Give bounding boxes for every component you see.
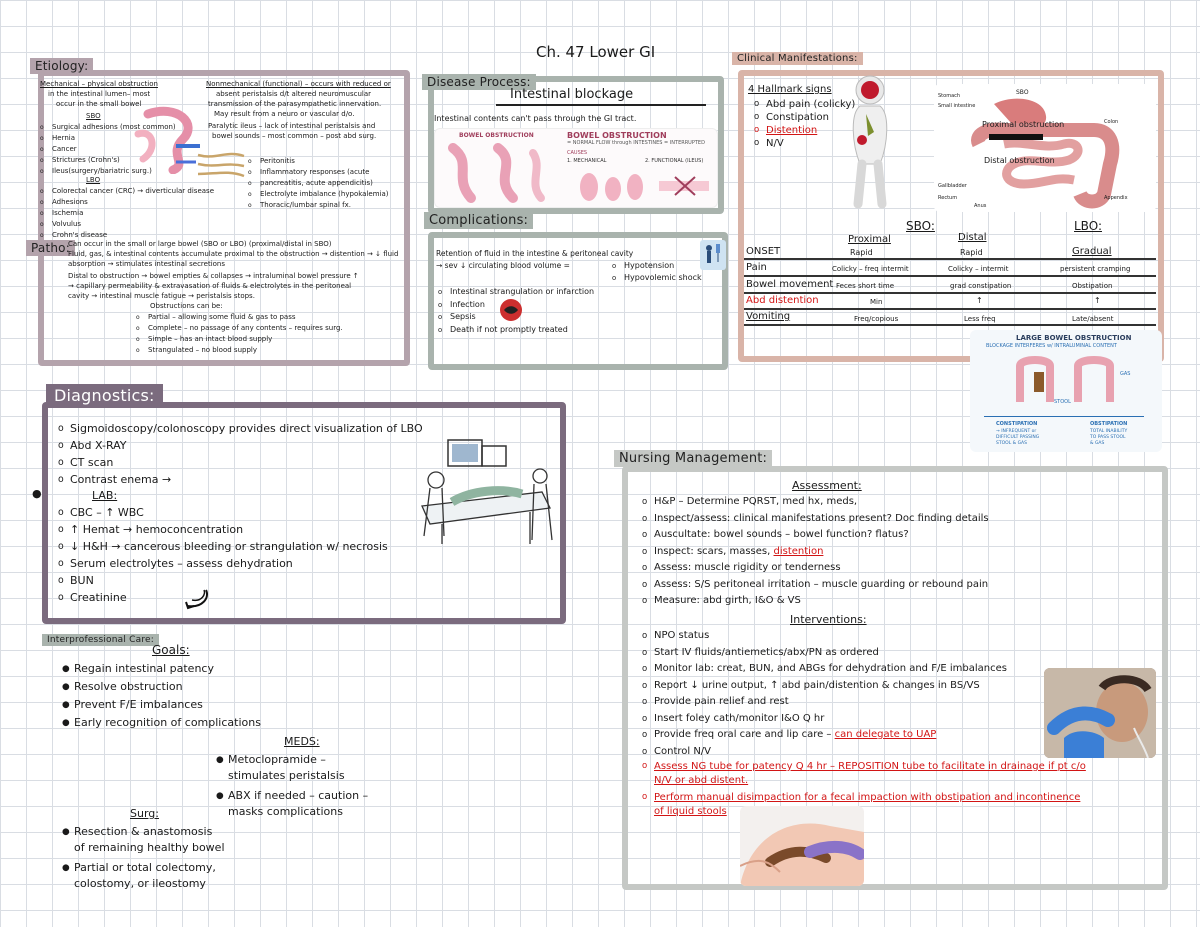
row-onset-label: ONSET [746, 246, 781, 257]
mechanical-title: Mechanical – physical obstruction [40, 80, 158, 88]
other-cause: o Thoracic/lumbar spinal fx. [248, 200, 388, 211]
bullet-dot: ● [32, 487, 42, 500]
red-line: N/V or abd distent. [654, 774, 749, 786]
med-line: masks complications [228, 805, 343, 818]
table-rule [744, 275, 1156, 277]
bowel-loops-drawing [443, 143, 553, 205]
img-mech: 1. MECHANICAL [567, 158, 607, 164]
lbo-img-right-line: & GAS [1090, 441, 1105, 446]
iv-icon [700, 240, 726, 270]
lbo-header: LBO: [1074, 219, 1102, 233]
table-rule [744, 258, 1156, 260]
nonmech-line-2: transmission of the parasympathetic innervation. [208, 100, 382, 108]
assessment-item [642, 544, 989, 561]
red-line: Perform manual disimpaction for a fecal impaction with obstipation and incontinence [654, 792, 1081, 803]
bowel-obstruction-image [434, 128, 718, 208]
goal-item: ● Prevent F/E imbalances [62, 696, 261, 714]
lbo-cause: o Crohn's disease [40, 230, 214, 241]
lab-test: o ↓ H&H → cancerous bleeding or strangulation w/ necrosis [58, 538, 388, 555]
etiology-label: Etiology: [30, 58, 93, 74]
mechanical-line-2: occur in the small bowel [56, 100, 142, 108]
assessment-item: o Measure: abd girth, I&O & VS [642, 593, 989, 610]
assessment-text: Inspect: scars, masses, [654, 545, 771, 557]
other-cause: o Inflammatory responses (acute [248, 167, 388, 178]
lbo-img-sub: BLOCKAGE INTERFERES w/ INTRALUMINAL CONTENT [986, 343, 1117, 349]
nonmech-line-3: May result from a neuro or vascular d/o. [214, 110, 355, 118]
disease-title: Intestinal blockage [510, 87, 634, 102]
lbo-img-left-line: STOOL & GAS [996, 441, 1027, 446]
row-distention-distal: ↑ [976, 296, 983, 305]
diagnostics-label: Diagnostics: [46, 384, 163, 407]
complications-line-1: Retention of fluid in the intestine & peritoneal cavity [436, 249, 634, 258]
interventions-list [642, 628, 1007, 760]
obstruction-type: o Strangulated – no blood supply [136, 345, 343, 356]
complications-label: Complications: [424, 212, 533, 229]
row-distention-label: Abd distention [746, 295, 819, 306]
lab-test: o Serum electrolytes – assess dehydration [58, 555, 388, 572]
diagram-label: Proximal obstruction [982, 120, 1065, 129]
paralytic-line-1: Paralytic ileus – lack of intestinal peristalsis and [208, 122, 376, 130]
img-left-title: BOWEL OBSTRUCTION [459, 132, 534, 139]
row-bm-label: Bowel movement [746, 279, 834, 290]
interprofessional-label: Interprofessional Care: [42, 634, 159, 646]
patho-line-5: → capillary permeability & extravasation of fluids & electrolytes in the peritoneal [68, 282, 352, 290]
lab-test: o ↑ Hemat → hemoconcentration [58, 521, 388, 538]
col-distal: Distal [958, 232, 987, 243]
surg-line: Resection & anastomosis [74, 825, 213, 838]
red-line: Assess NG tube for patency Q 4 hr – REPOSITION tube to facilitate in drainage if pt c/o [654, 761, 1086, 772]
diagram-label: Gallbladder [938, 183, 967, 189]
hallmark-sign: o N/V [754, 137, 855, 150]
intervention-item: o Provide pain relief and rest [642, 694, 1007, 711]
hallmark-sign: o Abd pain (colicky) [754, 98, 855, 111]
intervention-item: o NPO status [642, 628, 1007, 645]
complications-line-2: → sev ↓ circulating blood volume = [436, 261, 570, 270]
lab-test: o BUN [58, 572, 388, 589]
sbo-label: SBO [86, 112, 101, 120]
surg-list [62, 824, 225, 892]
mechanical-line-1: in the intestinal lumen– most [48, 90, 151, 98]
clinical-label: Clinical Manifestations: [732, 52, 863, 65]
shock-items [612, 260, 702, 284]
patho-line-4: Distal to obstruction → bowel empties & collapses → intraluminal bowel pressure ↑ [68, 272, 359, 280]
img-func: 2. FUNCTIONAL (ILEUS) [645, 158, 704, 164]
med-line: stimulates peristalsis [228, 769, 345, 782]
diagram-label: Distal obstruction [984, 156, 1055, 165]
assessment-item: o Auscultate: bowel sounds – bowel function? flatus? [642, 527, 989, 544]
nonmech-title: Nonmechanical (functional) – occurs with reduced or [206, 80, 391, 88]
diagram-label: SBO [1016, 89, 1029, 96]
diagram-label: Anus [974, 203, 987, 209]
other-cause: o Peritonitis [248, 156, 388, 167]
ng-tube-photo [1044, 668, 1156, 758]
diagnostic-test: o CT scan [58, 454, 423, 471]
other-cause: o pancreatitis, acute appendicitis) [248, 178, 388, 189]
intervention-item: o Insert foley cath/monitor I&O Q hr [642, 711, 1007, 728]
lbo-img-title: LARGE BOWEL OBSTRUCTION [1016, 334, 1132, 342]
lab-test: o CBC – ↑ WBC [58, 504, 388, 521]
intervention-item: o Monitor lab: creat, BUN, and ABGs for dehydration and F/E imbalances [642, 661, 1007, 678]
nursing-label: Nursing Management: [614, 450, 772, 467]
lab-test: o Creatinine [58, 589, 388, 606]
lbo-img-left-cap: CONSTIPATION [996, 421, 1038, 427]
table-rule [744, 324, 1156, 326]
lbo-cause: o Colorectal cancer (CRC) → diverticular disease [40, 186, 214, 197]
med-line: Metoclopramide – [228, 753, 326, 766]
disease-title-underline [496, 104, 706, 106]
row-pain-proximal: Colicky – freq intermit [832, 265, 909, 273]
obstruction-type: o Simple – has an intact blood supply [136, 334, 343, 345]
med-line: ABX if needed – caution – [228, 789, 369, 802]
diagram-label: Stomach [938, 93, 961, 99]
row-vomiting-proximal: Freq/copious [854, 315, 899, 323]
nonmech-line-1: absent peristalsis d/t altered neuromuscular [216, 90, 371, 98]
lab-tests [58, 504, 388, 606]
row-vomiting-distal: Less freq [964, 315, 996, 323]
sbo-cause: o Ileus(surgery/bariatric surg.) [40, 166, 176, 177]
meds-list [216, 752, 368, 820]
patho-label: Patho: [26, 240, 75, 256]
row-vomiting-lbo: Late/absent [1072, 315, 1114, 323]
patho-line-1: Can occur in the small or large bowel (SBO or LBO) (proximal/distal in SBO) [68, 240, 332, 248]
lbo-cause: o Adhesions [40, 197, 214, 208]
med-item [216, 788, 368, 820]
lbo-img-left-line: DIFFICULT PASSING [996, 435, 1040, 440]
row-bm-lbo: Obstipation [1072, 282, 1113, 290]
intervention-item: o Control N/V [642, 744, 1007, 761]
surg-label: Surg: [130, 807, 159, 820]
ng-tube-drawing [1044, 668, 1156, 758]
med-item [216, 752, 368, 784]
disimpaction-illustration [740, 806, 864, 886]
sbo-cause: o Cancer [40, 144, 176, 155]
red-intervention-item [642, 760, 1086, 787]
sbo-cause: o Strictures (Crohn's) [40, 155, 176, 166]
obstruction-types [136, 312, 343, 356]
diagnostic-tests [58, 420, 423, 488]
goal-item: ● Regain intestinal patency [62, 660, 261, 678]
other-cause: o Electrolyte imbalance (hypokalemia) [248, 189, 388, 200]
complication-item: o Sepsis [438, 311, 594, 324]
complication-item: o Infection [438, 299, 594, 312]
lbo-causes [40, 186, 214, 241]
distention-highlight: distention [773, 545, 824, 557]
diagnostic-test: o Contrast enema → [58, 471, 423, 488]
diagram-label: Small intestine [938, 103, 976, 109]
row-pain-label: Pain [746, 262, 767, 273]
surg-line: colostomy, or ileostomy [74, 877, 206, 890]
lbo-img-right-line: TOTAL INABILITY [1090, 429, 1128, 434]
shock-item: o Hypotension [612, 260, 702, 272]
digestive-diagram [934, 84, 1156, 212]
intervention-text: Provide freq oral care and lip care – [654, 729, 832, 740]
lbo-label: LBO [86, 176, 101, 184]
lbo-img-gas: GAS [1120, 371, 1131, 377]
interventions-label: Interventions: [790, 613, 867, 626]
diagram-label: Appendix [1104, 195, 1128, 201]
col-proximal: Proximal [848, 234, 891, 245]
goal-item: ● Resolve obstruction [62, 678, 261, 696]
intervention-item [642, 727, 1007, 744]
lbo-img-divider [984, 416, 1144, 417]
assessment-item: o Assess: muscle rigidity or tenderness [642, 560, 989, 577]
shock-item: o Hypovolemic shock [612, 272, 702, 284]
surg-item [62, 860, 225, 892]
diagnostic-test: o Abd X-RAY [58, 437, 423, 454]
row-pain-distal: Colicky – intermit [948, 265, 1009, 273]
row-distention-proximal: Min [870, 298, 883, 306]
img-right-sub: = NORMAL FLOW through INTESTINES = INTERRUPTED [567, 140, 705, 146]
meds-label: MEDS: [284, 735, 320, 748]
surg-item [62, 824, 225, 856]
lbo-cause: o Volvulus [40, 219, 214, 230]
lbo-img-right-cap: OBSTIPATION [1090, 421, 1128, 427]
intervention-item: o Start IV fluids/antiemetics/abx/PN as ordered [642, 645, 1007, 662]
assessment-item: o Inspect/assess: clinical manifestations present? Doc finding details [642, 511, 989, 528]
sbo-cause: o Hernia [40, 133, 176, 144]
complication-item: o Death if not promptly treated [438, 324, 594, 337]
row-onset-proximal: Rapid [850, 248, 873, 257]
surg-line: Partial or total colectomy, [74, 861, 216, 874]
lbo-img-right-line: TO PASS STOOL [1090, 435, 1126, 440]
page-title: Ch. 47 Lower GI [536, 43, 656, 61]
patho-line-6: cavity → intestinal muscle fatigue → peristalsis stops. [68, 292, 255, 300]
table-rule [744, 308, 1156, 310]
assessment-item: o Assess: S/S peritoneal irritation – muscle guarding or rebound pain [642, 577, 989, 594]
obstruction-type: o Partial – allowing some fluid & gas to pass [136, 312, 343, 323]
diagnostic-test: o Sigmoidoscopy/colonoscopy provides direct visualization of LBO [58, 420, 423, 437]
sick-figure-illustration [840, 74, 900, 212]
row-onset-distal: Rapid [960, 248, 983, 257]
red-line: of liquid stools [654, 805, 727, 817]
lab-label: LAB: [92, 489, 118, 502]
assessment-item: o H&P – Determine PQRST, med hx, meds, [642, 494, 989, 511]
patho-line-3: absorption → stimulates intestinal secretions [68, 260, 226, 268]
row-distention-lbo: ↑ [1094, 296, 1101, 305]
diagram-label: Rectum [938, 195, 958, 201]
complication-item: o Intestinal strangulation or infarction [438, 286, 594, 299]
img-right-title: BOWEL OBSTRUCTION [567, 131, 667, 140]
goals-list [62, 660, 261, 732]
nerve-illustration [176, 150, 246, 180]
lbo-cause: o Ischemia [40, 208, 214, 219]
other-causes [248, 156, 388, 211]
surg-line: of remaining healthy bowel [74, 841, 225, 854]
sbo-cause: o Surgical adhesions (most common) [40, 122, 176, 133]
lbo-img-stool: STOOL [1054, 399, 1071, 405]
hallmark-sign: o Distention [754, 124, 855, 137]
colonoscopy-illustration [412, 436, 560, 548]
disimpaction-drawing [740, 806, 864, 886]
table-rule [744, 292, 1156, 294]
intervention-item: o Report ↓ urine output, ↑ abd pain/distention & changes in BS/VS [642, 678, 1007, 695]
row-vomiting-label: Vomiting [746, 311, 791, 322]
paralytic-line-2: bowel sounds – most common – post abd surg. [212, 132, 377, 140]
hallmark-title: 4 Hallmark signs [748, 84, 832, 95]
goal-item: ● Early recognition of complications [62, 714, 261, 732]
curved-arrow-icon [184, 586, 214, 612]
infection-icon [498, 296, 524, 326]
sbo-header: SBO: [906, 219, 935, 233]
patho-line-7: Obstructions can be: [150, 302, 223, 310]
assessment-label: Assessment: [792, 479, 862, 492]
col-gradual: Gradual [1072, 246, 1112, 257]
lbo-image [970, 330, 1162, 452]
delegate-highlight: can delegate to UAP [834, 729, 937, 740]
hallmark-sign: o Constipation [754, 111, 855, 124]
obstruction-causes-drawing [575, 167, 715, 205]
diagram-label: Colon [1104, 119, 1119, 125]
goals-label: Goals: [152, 643, 190, 657]
obstruction-type: o Complete – no passage of any contents – requires surg. [136, 323, 343, 334]
disease-process-label: Disease Process: [422, 74, 536, 90]
row-bm-distal: grad constipation [950, 282, 1012, 290]
row-bm-proximal: Feces short time [836, 282, 895, 290]
img-causes: CAUSES [567, 150, 588, 156]
lbo-img-left-line: → INFREQUENT or [996, 429, 1037, 434]
assessment-list [642, 494, 989, 610]
patho-line-2: Fluid, gas, & intestinal contents accumulate proximal to the obstruction → distention → ↓ fluid [68, 250, 399, 258]
disease-text: Intestinal contents can't pass through the GI tract. [434, 114, 637, 123]
row-pain-lbo: persistent cramping [1060, 265, 1131, 273]
